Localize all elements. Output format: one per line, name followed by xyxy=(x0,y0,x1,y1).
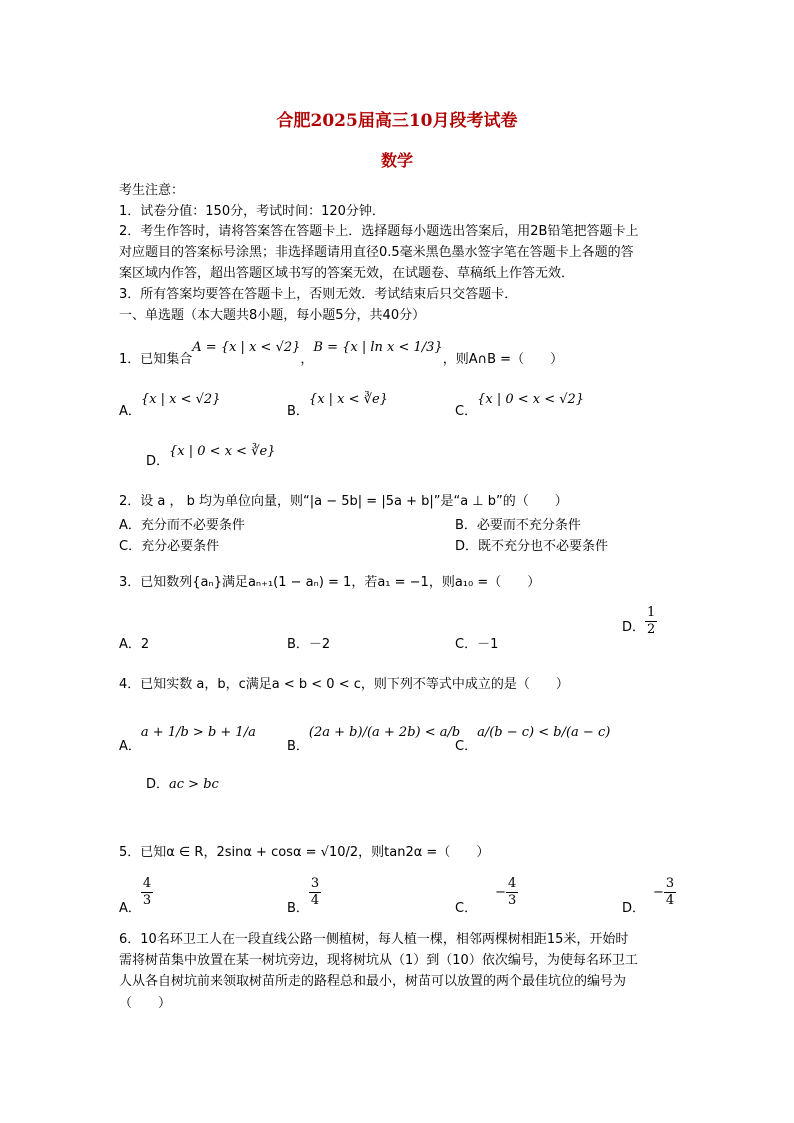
numerator: 3 xyxy=(665,876,675,891)
option-a[interactable] xyxy=(119,876,153,916)
option-label: A． xyxy=(119,404,141,419)
question-6-line: 6．10名环卫工人在一段直线公路一侧植树，每人植一棵，相邻两棵树相距15米，开始时 xyxy=(119,932,629,947)
option-b[interactable] xyxy=(287,725,461,754)
option-math: a/(b − c) < b/(a − c) xyxy=(477,725,611,740)
notice-item: 案区域内作答，超出答题区域书写的答案无效，在试题卷、草稿纸上作答无效． xyxy=(119,266,575,281)
numerator: 4 xyxy=(507,876,517,891)
option-b[interactable] xyxy=(287,392,388,419)
denominator: 3 xyxy=(507,893,517,908)
notice-item: 对应题目的答案标号涂黑；非选择题请用直径0.5毫米黑色墨水签字笔在答题卡上各题的答 xyxy=(119,245,634,260)
option-c[interactable]: C．充分必要条件 xyxy=(119,539,220,554)
numerator: 3 xyxy=(310,876,320,891)
option-d[interactable] xyxy=(146,440,276,469)
fraction xyxy=(645,605,657,638)
option-label: D． xyxy=(622,620,646,635)
option-a[interactable] xyxy=(119,725,256,754)
option-label: B． xyxy=(287,901,309,916)
option-a[interactable]: A．2 xyxy=(119,637,150,652)
question-6-line: 需将树苗集中放置在某一树坑旁边，现将树坑从（1）到（10）依次编号，为使每名环卫工 xyxy=(119,953,638,968)
question-tail: ，则A∩B =（ ） xyxy=(442,352,564,367)
option-math: {x | x < √2} xyxy=(140,392,221,407)
question-2-stem: 2．设 a ， b 均为单位向量，则“|a − 5b| = |5a + b|”是“a ⊥ b”的（ ） xyxy=(119,494,568,509)
set-b: B = {x | ln x < 1/3} xyxy=(313,340,443,355)
option-d[interactable] xyxy=(146,773,219,792)
numerator: 4 xyxy=(142,876,152,891)
option-label: C． xyxy=(455,901,478,916)
denominator: 4 xyxy=(665,893,675,908)
denominator: 2 xyxy=(647,622,656,637)
section-heading: 一、单选题（本大题共8小题，每小题5分，共40分） xyxy=(119,308,426,323)
option-c[interactable] xyxy=(455,876,518,916)
option-label: D． xyxy=(146,777,170,792)
notice-heading: 考生注意： xyxy=(119,183,185,198)
notice-item: 3．所有答案均要答在答题卡上，否则无效．考试结束后只交答题卡． xyxy=(119,287,518,302)
subject-title: 数学 xyxy=(380,151,413,170)
option-c[interactable] xyxy=(455,725,611,754)
fraction xyxy=(141,876,153,909)
option-label: B． xyxy=(287,739,309,754)
numerator: 1 xyxy=(647,605,656,620)
option-math: {x | 0 < x < √2} xyxy=(477,392,585,407)
sign: − xyxy=(495,885,506,900)
option-a[interactable]: A．充分而不必要条件 xyxy=(119,518,245,533)
question-4-stem: 4．已知实数 a，b，c满足a < b < 0 < c，则下列不等式中成立的是（ ） xyxy=(119,677,569,692)
option-label: A． xyxy=(119,739,141,754)
exam-title: 合肥2025届高三10月段考试卷 xyxy=(276,111,518,131)
option-label: C． xyxy=(455,739,478,754)
option-label: D． xyxy=(146,454,170,469)
option-label: A． xyxy=(119,901,141,916)
set-a: A = {x | x < √2} xyxy=(192,340,301,355)
option-b[interactable]: B．必要而不充分条件 xyxy=(455,518,581,533)
question-3-stem: 3．已知数列{aₙ}满足aₙ₊₁(1 − aₙ) = 1，若a₁ = −1，则a₁₀ =（ ） xyxy=(119,575,541,590)
option-b[interactable] xyxy=(287,876,321,916)
option-c[interactable] xyxy=(455,392,585,419)
option-math: (2a + b)/(a + 2b) < a/b xyxy=(308,725,461,740)
option-d[interactable] xyxy=(622,876,676,916)
separator: ， xyxy=(300,352,314,367)
option-math: {x | 0 < x < ∛e} xyxy=(169,444,276,459)
option-math: {x | x < ∛e} xyxy=(308,392,388,407)
option-b[interactable]: B．－2 xyxy=(287,637,331,652)
question-5-stem: 5．已知α ∈ R，2sinα + cosα = √10/2，则tan2α =（ ） xyxy=(119,845,490,860)
option-math: a + 1/b > b + 1/a xyxy=(140,725,256,740)
option-label: D． xyxy=(622,901,646,916)
question-6-line: 人从各自树坑前来领取树苗所走的路程总和最小，树苗可以放置的两个最佳坑位的编号为 xyxy=(119,974,627,989)
fraction xyxy=(506,876,518,909)
denominator: 4 xyxy=(310,893,320,908)
option-label: C． xyxy=(455,404,478,419)
option-math: ac > bc xyxy=(169,777,219,792)
option-label: B． xyxy=(287,404,309,419)
option-d[interactable] xyxy=(622,605,657,638)
question-1 xyxy=(119,340,564,367)
question-stem: 1．已知集合 xyxy=(119,352,193,367)
denominator: 3 xyxy=(142,893,152,908)
fraction xyxy=(309,876,321,909)
question-6-line: （ ） xyxy=(119,996,172,1011)
fraction xyxy=(664,876,676,909)
option-d[interactable]: D．既不充分也不必要条件 xyxy=(455,539,609,554)
option-c[interactable]: C．－1 xyxy=(455,637,499,652)
option-a[interactable] xyxy=(119,392,221,419)
notice-item: 2．考生作答时，请将答案答在答题卡上．选择题每小题选出答案后，用2B铅笔把答题卡上 xyxy=(119,224,639,239)
sign: − xyxy=(653,885,664,900)
notice-item: 1．试卷分值：150分，考试时间：120分钟． xyxy=(119,204,385,219)
